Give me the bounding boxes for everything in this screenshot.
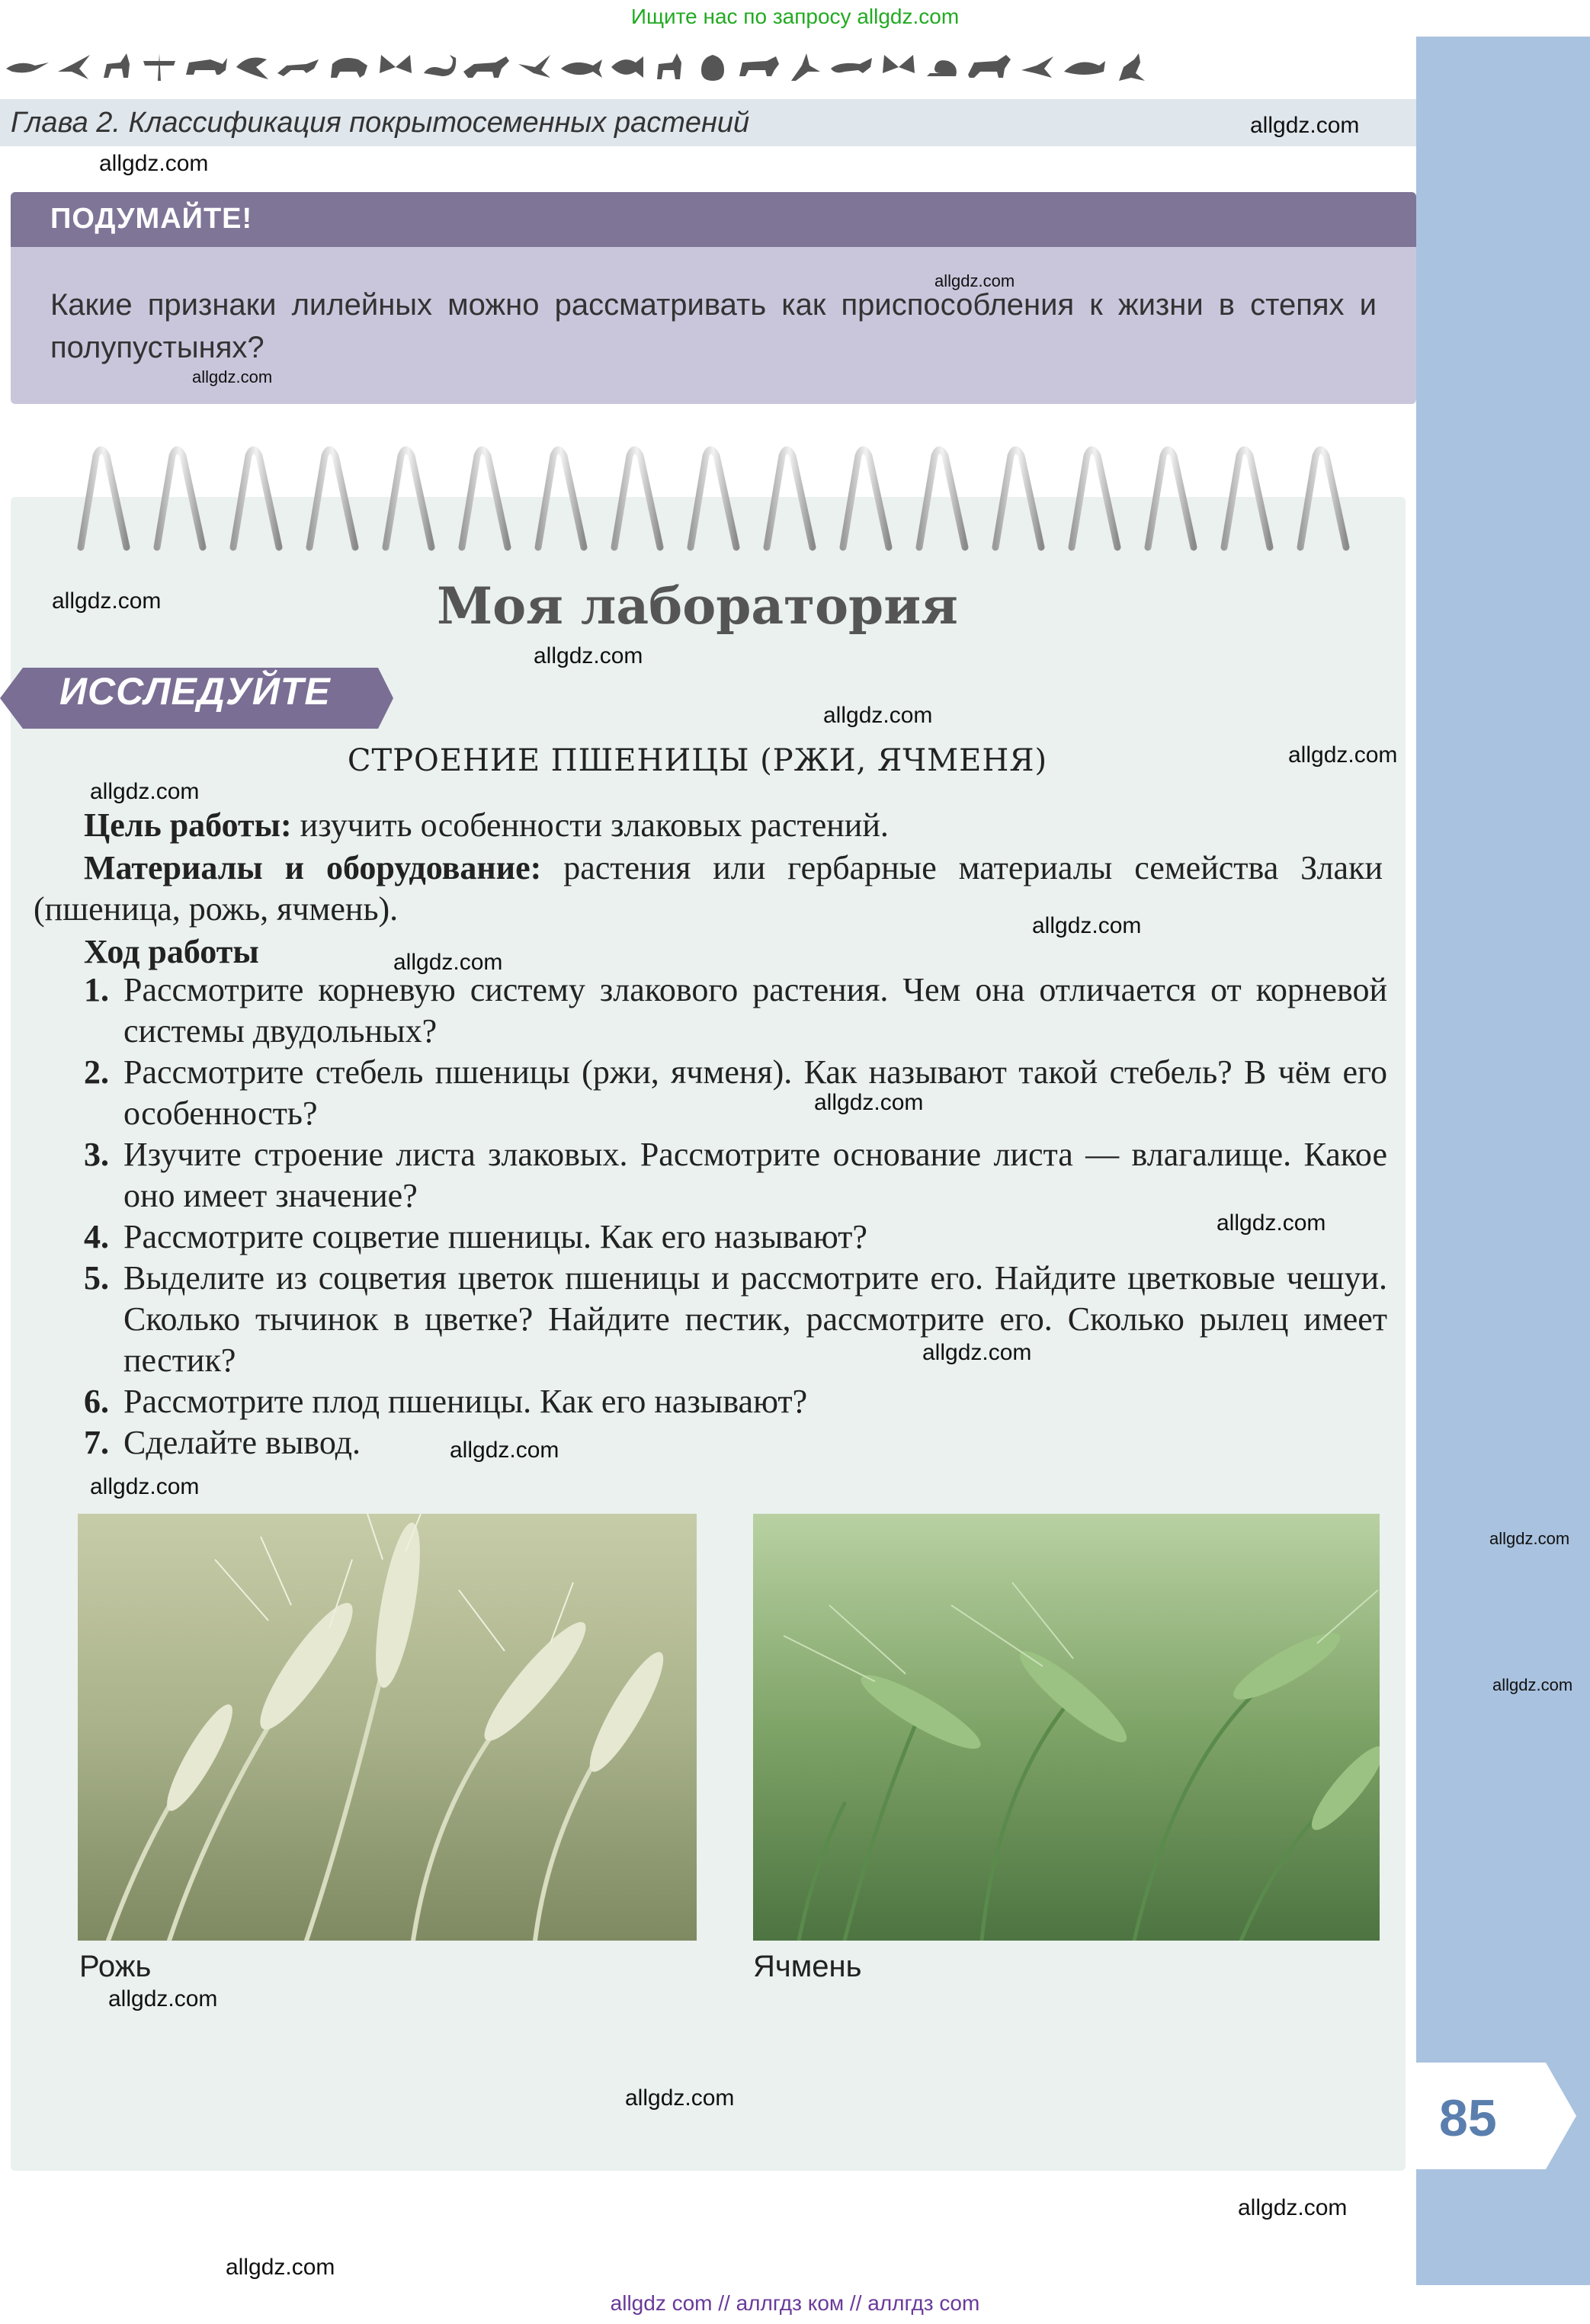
- deer-icon: [98, 50, 136, 84]
- beetle-icon: [694, 50, 732, 84]
- step-number: 7.: [84, 1424, 109, 1461]
- watermark: allgdz.com: [90, 779, 200, 804]
- rye-photo: [78, 1514, 697, 1941]
- step-text: Рассмотрите плод пшеницы. Как его называют?: [123, 1383, 808, 1420]
- step-item: [84, 970, 1387, 1052]
- work-goal: [84, 805, 1380, 846]
- butterfly-icon: [377, 50, 415, 84]
- step-number: 5.: [84, 1259, 109, 1297]
- animal-silhouettes-decoration: [0, 44, 1296, 90]
- spiral-binding-icon: [73, 441, 1369, 555]
- step-text: Выделите из соцветия цветок пшеницы и рассмотрите его. Найдите цветковые чешуи. Сколько тычинок в цветке? Найдите пестик, рассмотрите его. Сколько рылец имеет пестик?: [123, 1259, 1387, 1379]
- watermark: allgdz.com: [90, 1474, 200, 1499]
- watermark: allgdz.com: [450, 1438, 559, 1463]
- top-banner: Ищите нас по запросу allgdz.com: [630, 5, 960, 28]
- work-title: СТРОЕНИЕ ПШЕНИЦЫ (РЖИ, ЯЧМЕНЯ): [347, 743, 1048, 778]
- step-item: [84, 1134, 1387, 1216]
- watermark: allgdz.com: [192, 367, 273, 386]
- watermark: allgdz.com: [108, 1986, 218, 2011]
- whale-icon: [558, 52, 604, 82]
- work-steps-list: [84, 970, 1387, 1463]
- step-number: 1.: [84, 971, 109, 1008]
- materials-label: Материалы и оборудование:: [84, 849, 542, 886]
- watermark: allgdz.com: [99, 151, 209, 176]
- snail-icon: [922, 50, 960, 84]
- step-item: [84, 1258, 1387, 1381]
- watermark: allgdz.com: [1492, 1675, 1573, 1694]
- step-item: [84, 1422, 1387, 1463]
- watermark: allgdz.com: [814, 1090, 924, 1115]
- rye-caption: Рожь: [79, 1950, 152, 1983]
- step-text: Рассмотрите корневую систему злакового растения. Чем она отличается от корневой системы двудольных?: [123, 971, 1387, 1050]
- step-text: Рассмотрите стебель пшеницы (ржи, ячменя). Как называют такой стебель? В чём его особенность?: [123, 1053, 1387, 1132]
- watermark: allgdz.com: [52, 588, 162, 614]
- kangaroo-icon: [1111, 50, 1149, 84]
- barley-caption: Ячмень: [753, 1950, 862, 1983]
- step-number: 4.: [84, 1218, 109, 1255]
- rhino-icon: [183, 52, 229, 82]
- lab-title: Моя лаборатория: [437, 576, 958, 636]
- goal-label: Цель работы:: [84, 806, 292, 844]
- step-text: Рассмотрите соцветие пшеницы. Как его называют?: [123, 1218, 867, 1255]
- watermark: allgdz.com: [1489, 1529, 1570, 1548]
- goat-icon: [651, 50, 689, 84]
- watermark: allgdz.com: [1250, 113, 1360, 138]
- think-box-label: ПОДУМАЙТЕ!: [50, 203, 253, 235]
- bison-icon: [326, 52, 372, 82]
- think-box-question: Какие признаки лилейных можно рассматривать как приспособления к жизни в степях и полупустынях?: [50, 288, 1377, 364]
- step-text: Изучите строение листа злаковых. Рассмотрите основание листа — влагалище. Какое оно имеет значение?: [123, 1136, 1387, 1214]
- watermark: allgdz.com: [1288, 742, 1398, 768]
- heron-icon: [787, 50, 825, 84]
- watermark: allgdz.com: [1032, 913, 1142, 938]
- watermark: allgdz.com: [393, 950, 503, 975]
- scorpion-icon: [419, 50, 457, 84]
- bird-icon: [1018, 50, 1056, 84]
- footer-watermark: allgdz com // аллгдз ком // аллгдз com: [610, 2291, 980, 2315]
- horse-icon: [965, 52, 1014, 82]
- step-number: 2.: [84, 1053, 109, 1091]
- page-number: 85: [1439, 2089, 1497, 2147]
- watermark: allgdz.com: [1238, 2195, 1348, 2220]
- chapter-title: Глава 2. Классификация покрытосеменных растений: [11, 107, 750, 139]
- step-text: Сделайте вывод.: [123, 1424, 361, 1461]
- bird-icon: [515, 50, 553, 84]
- watermark: allgdz.com: [1217, 1210, 1326, 1236]
- bird-icon: [55, 50, 93, 84]
- explore-label: ИССЛЕДУЙТЕ: [59, 670, 331, 713]
- barley-photo: [753, 1514, 1380, 1941]
- step-item: [84, 1381, 1387, 1422]
- step-item: [84, 1052, 1387, 1134]
- fox-icon: [829, 52, 875, 82]
- lizard-icon: [5, 52, 50, 82]
- watermark: allgdz.com: [823, 703, 933, 728]
- work-materials: [34, 848, 1383, 930]
- bird-icon: [233, 50, 271, 84]
- butterfly-icon: [880, 50, 918, 84]
- progress-heading: Ход работы: [84, 933, 259, 970]
- dragonfly-icon: [140, 50, 178, 84]
- step-item: [84, 1216, 1387, 1258]
- cheetah-icon: [276, 52, 322, 82]
- wolf-icon: [462, 52, 511, 82]
- fish-icon: [608, 50, 646, 84]
- bull-icon: [736, 52, 782, 82]
- goal-text: изучить особенности злаковых растений.: [291, 806, 889, 844]
- watermark: allgdz.com: [922, 1340, 1032, 1365]
- step-number: 3.: [84, 1136, 109, 1173]
- watermark: allgdz.com: [934, 271, 1015, 290]
- page-edge-strip: [1416, 37, 1590, 2285]
- materials-text: растения или гербарные материалы семейства Злаки (пшеница, рожь, ячмень).: [34, 849, 1383, 928]
- step-number: 6.: [84, 1383, 109, 1420]
- dolphin-icon: [1061, 52, 1107, 82]
- watermark: allgdz.com: [226, 2255, 335, 2280]
- watermark: allgdz.com: [534, 643, 643, 668]
- watermark: allgdz.com: [625, 2085, 735, 2111]
